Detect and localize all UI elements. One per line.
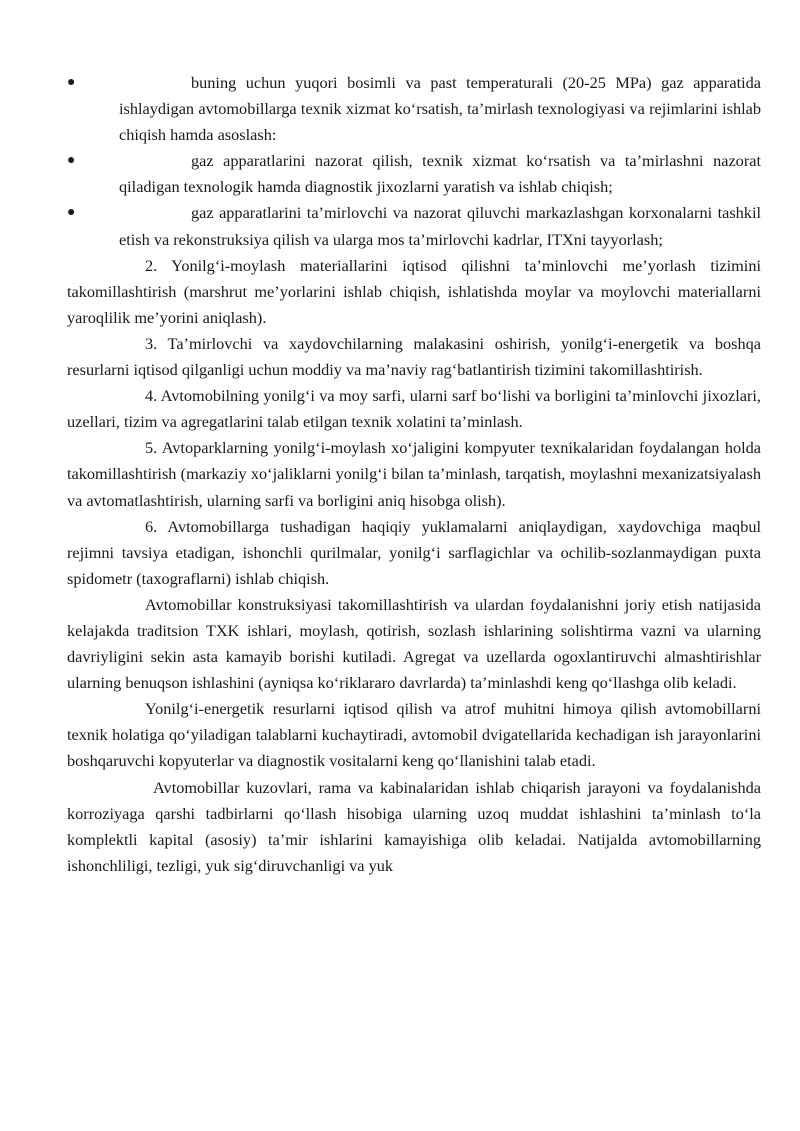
bullet-icon: ● [67,205,76,221]
paragraph-2: 2. Yonilg‘i-moylash materiallarini iqtisod qilishni ta’minlovchi me’yorlash tizimini takomillashtirish (marshrut me’yorlarini ishlab chiqish, ishlatishda moylar va moylovchi materiallarni yaroqlilik me’yorini aniqlash). [67,255,761,327]
bullet-item [67,148,761,200]
bullet-icon: ● [67,75,76,90]
paragraph-5: 5. Avtoparklarning yonilg‘i-moylash xo‘jaligini kompyuter texnikalaridan foydalangan holda takomillashtirish (markaziy xo‘jaliklarni yonilg‘i bilan ta’minlash, tarqatish, moylashni mexanizatsiyalash va avtomatlashtirish, ularning sarfi va borligini aniq hisobga olish). [67,438,761,510]
paragraph-construction: Avtomobillar konstruksiyasi takomillashtirish va ulardan foydalanishni joriy etish natijasida kelajakda traditsion TXK ishlari, moylash, qotirish, sozlash ishlarining solishtirma vazni va ularning davriyligini sekin asta kamayib borishi kutiladi. Agregat va uzellarda ogoxlantiruvchi almashtirishlar ularning benuqson ishlashini (ayniqsa ko‘riklararo davrlarda) ta’minlashdi keng qo‘llashga olib keladi. [67,594,761,693]
bullet-text: buning uchun yuqori bosimli va past temperaturali (20-25 MPa) gaz apparatida ishlaydigan avtomobillarga texnik xizmat ko‘rsatish, ta’mirlash texnologiyasi va rejimlarini ishlab chiqish hamda asoslash: [119,73,761,145]
paragraph-energy: Yonilg‘i-energetik resurlarni iqtisod qilish va atrof muhitni himoya qilish avtomobillarni texnik holatiga qo‘yiladigan talablarni kuchaytiradi, avtomobil dvigatellarida kechadigan ish jarayonlarini boshqaruvchi kopyuterlar va diagnostik vositalarni keng qo‘llanishini talab etadi. [67,699,761,771]
bullet-item [67,70,761,148]
bullet-text: gaz apparatlarini nazorat qilish, texnik xizmat ko‘rsatish va ta’mirlashni nazorat qiladigan texnologik hamda diagnostik jixozlarni yaratish va ishlab chiqish; [119,151,761,197]
paragraph-4: 4. Avtomobilning yonilg‘i va moy sarfi, ularni sarf bo‘lishi va borligini ta’minlovchi jixozlari, uzellari, tizim va agregatlarini talab etilgan texnik xolatini ta’minlash. [67,386,761,432]
paragraph-bodies: Avtomobillar kuzovlari, rama va kabinalaridan ishlab chiqarish jarayoni va foydalanishda korroziyaga qarshi tadbirlarni qo‘llash hisobiga ularning uzoq muddat ishlashini ta’minlash to‘la komplektli kapital (asosiy) ta’mir ishlarini kamayishiga olib keladai. Natijalda avtomobillarning ishonchliligi, tezligi, yuk sig‘diruvchanligi va yuk [67,777,761,875]
paragraph-3: 3. Ta’mirlovchi va xaydovchilarning malakasini oshirish, yonilg‘i-energetik va boshqa resurlarni iqtisod qilganligi uchun moddiy va ma’naviy rag‘batlantirish tizimini takomillashtirish. [67,333,761,380]
bullet-icon: ● [67,153,76,169]
bullet-text: gaz apparatlarini ta’mirlovchi va nazorat qiluvchi markazlashgan korxonalarni tashkil etish va rekonstruksiya qilish va ularga mos ta’mirlovchi kadrlar, ITXni tayyorlash; [119,203,761,249]
paragraph-6: 6. Avtomobillarga tushadigan haqiqiy yuklamalarni aniqlaydigan, xaydovchiga maqbul rejimni tavsiya etadigan, ishonchli qurilmalar, yonilg‘i sarflagichlar va ochilib-sozlanmaydigan puxta spidometr (taxograflarni) ishlab chiqish. [67,516,761,588]
bullet-item [67,200,761,252]
document-page [67,70,761,879]
